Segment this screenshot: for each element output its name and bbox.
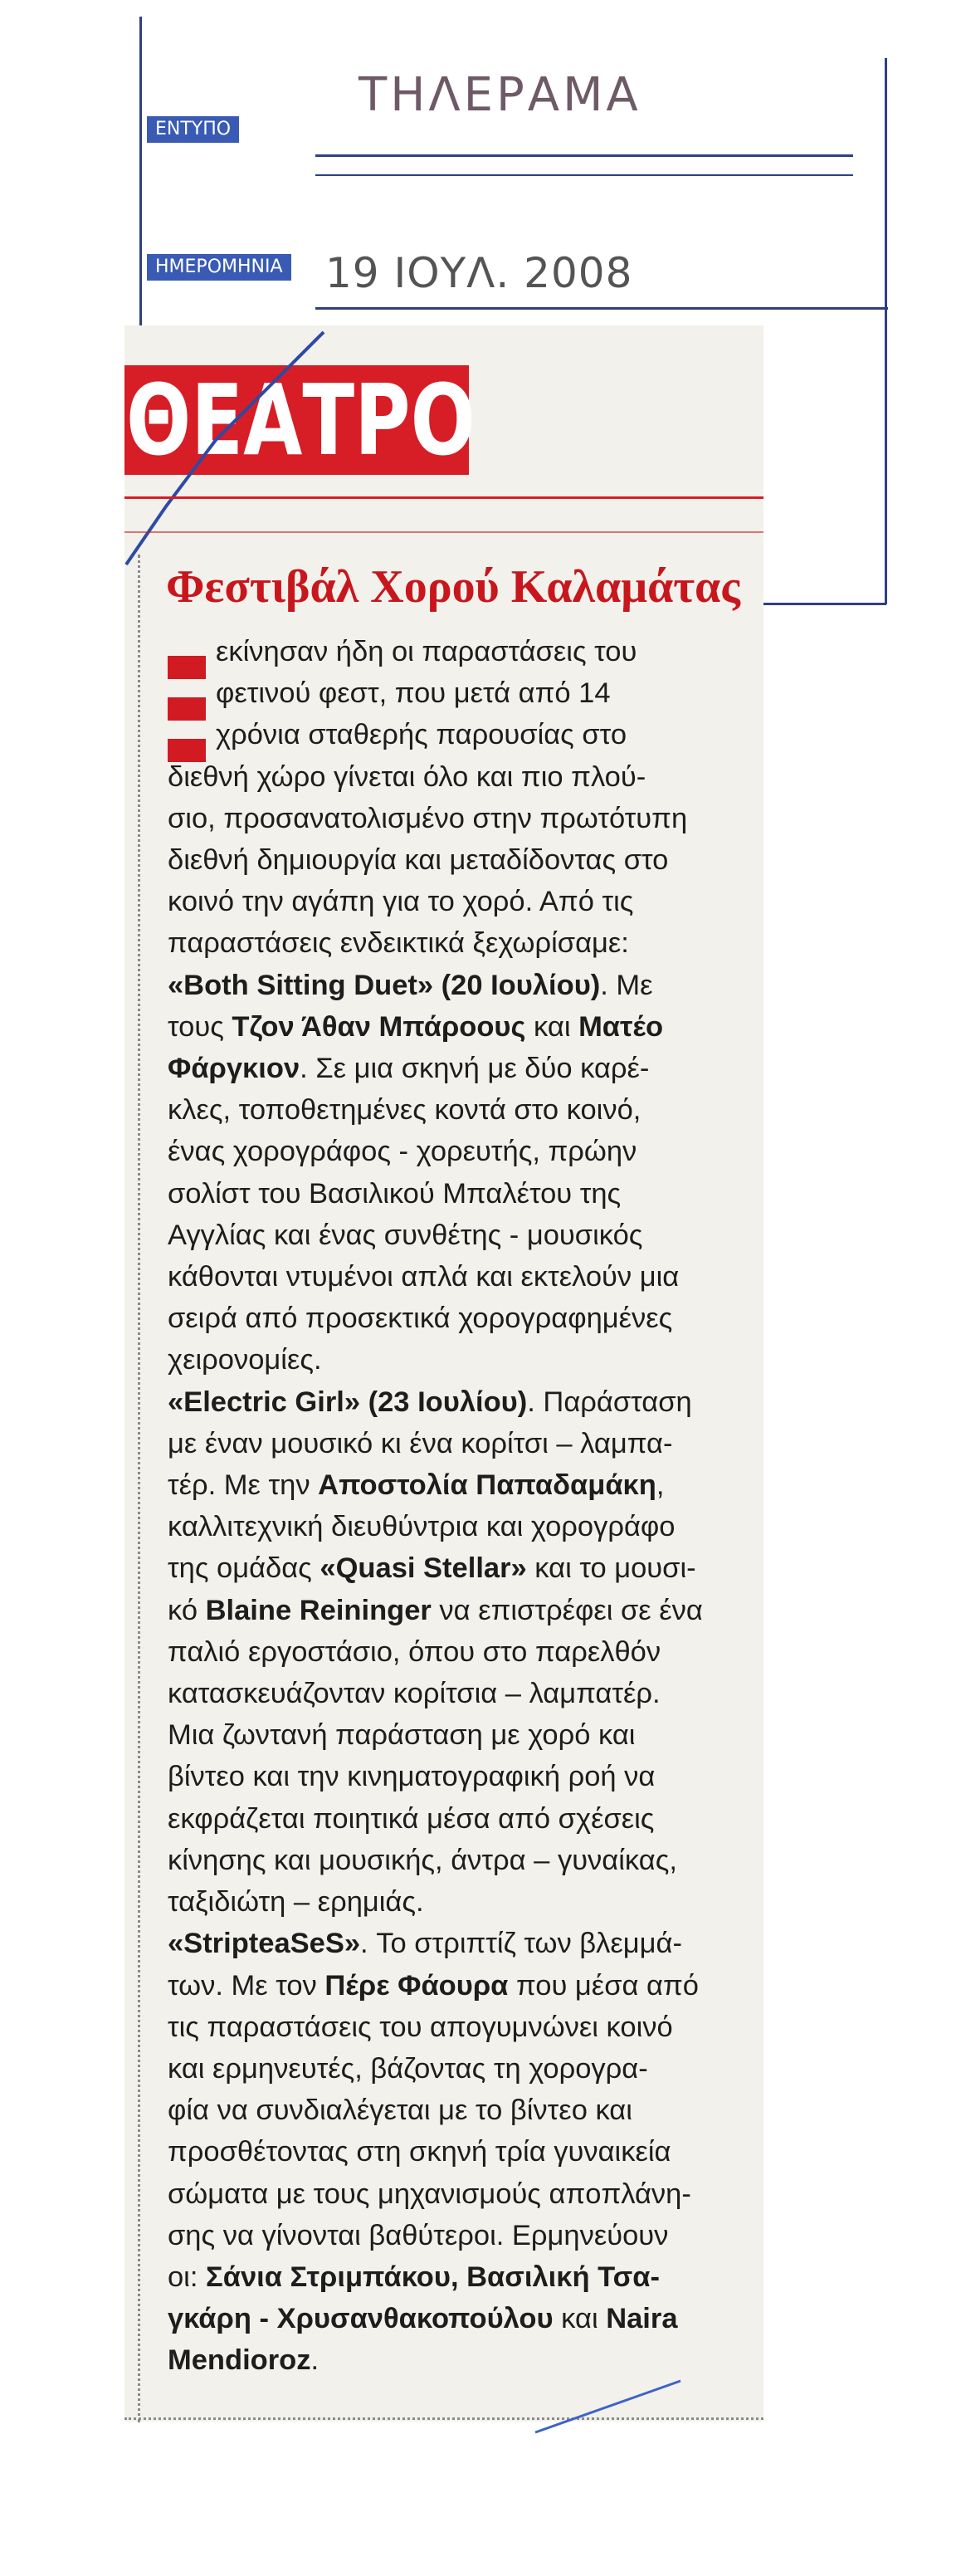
- article-line: «Electric Girl» (23 Ιουλίου). Παράσταση: [168, 1386, 692, 1418]
- article-line: «Both Sitting Duet» (20 Ιουλίου). Με: [168, 969, 653, 1001]
- article-line: σώματα με τους μηχανισμούς απoπλάνη-: [168, 2178, 691, 2210]
- article-line: καλλιτεχνική διευθύντρια και χορογράφο: [168, 1511, 676, 1543]
- date-underline: [315, 307, 888, 310]
- article-line: σης να γίνονται βαθύτεροι. Ερμηνεύουν: [168, 2219, 669, 2251]
- article-line: τους Τζον Άθαν Μπάροους και Ματέο: [168, 1010, 664, 1043]
- article-line: παλιό εργοστάσιο, όπου στο παρελθόν: [168, 1635, 661, 1668]
- stamp-frame-bottom: [763, 603, 886, 605]
- article-line: χρόνια σταθερής παρουσίας στο: [216, 719, 627, 751]
- article-line: με έναν μουσικό κι ένα κορίτσι – λαμπα-: [168, 1427, 673, 1459]
- article-line: διεθνή δημιουργία και μεταδίδοντας στο: [168, 844, 669, 877]
- article-line: κλες, τοποθετημένες κοντά στο κοινό,: [168, 1094, 641, 1127]
- article-line: τις παραστάσεις του απογυμνώνει κοινό: [168, 2011, 673, 2043]
- article-line: φία να συνδιαλέγεται με το βίντεο και: [168, 2095, 632, 2127]
- article-line: κατασκευάζονταν κορίτσια – λαμπατέρ.: [168, 1678, 661, 1710]
- pen-mark: [116, 315, 332, 581]
- article-line: σιο, προσανατολισμένο στην πρωτότυπη: [168, 802, 688, 834]
- article-line: σολίστ του Βασιλικού Μπαλέτου της: [168, 1177, 622, 1210]
- article-line: Mendioroz.: [168, 2344, 320, 2377]
- article-line: ταξιδιώτη – ερημιάς.: [168, 1886, 424, 1919]
- article-line: διεθνή χώρο γίνεται όλο και πιο πλού-: [168, 760, 646, 793]
- article-headline: Φεστιβάλ Χορού Καλαμάτας: [166, 561, 740, 613]
- article-body: [168, 631, 749, 2382]
- article-line: «StripteaSeS». Το στριπτίζ των βλεμμά-: [168, 1928, 682, 1960]
- article-line: παραστάσεις ενδεικτικά ξεχωρίσαμε:: [168, 927, 629, 960]
- date-value: 19 ΙΟΥΛ. 2008: [325, 249, 633, 297]
- section-rule-bottom: [124, 531, 763, 533]
- article-line: ένας χορογράφος - χορευτής, πρώην: [168, 1136, 637, 1168]
- article-line: εκίνησαν ήδη οι παραστάσεις του: [216, 636, 637, 667]
- article-line: κό Blaine Reininger να επιστρέφει σε ένα: [168, 1594, 703, 1626]
- article-line: των. Με τον Πέρε Φάουρα που μέσα από: [168, 1969, 699, 2002]
- publication-label: ΕΝΤΥΠΟ: [147, 116, 239, 143]
- publication-rule: [315, 174, 853, 176]
- article-line: σειρά από προσεκτικά χορογραφημένες: [168, 1303, 673, 1335]
- section-rule-top: [124, 496, 763, 499]
- article-line: εκφράζεται ποιητικά μέσα από σχέσεις: [168, 1802, 655, 1835]
- article-line: Μια ζωντανή παράσταση με χορό και: [168, 1719, 636, 1752]
- article-line: Φάργκιον. Σε μια σκηνή με δύο καρέ-: [168, 1053, 650, 1085]
- article-line: κοινό την αγάπη για το χορό. Από τις: [168, 886, 634, 918]
- article-line: προσθέτοντας στη σκηνή τρία γυναικεία: [168, 2136, 671, 2168]
- article-line: και ερμηνευτές, βάζοντας τη χορογρα-: [168, 2052, 648, 2085]
- article-line: της ομάδας «Quasi Stellar» και το μουσι-: [168, 1552, 696, 1585]
- publication-underline: [315, 154, 853, 157]
- publication-name: ΤΗΛΕΡΑΜΑ: [359, 68, 641, 122]
- pen-stroke-end: [531, 2374, 689, 2441]
- article-line: γκάρη - Χρυσανθακοπούλου και Naira: [168, 2303, 678, 2335]
- stamp-frame-right: [885, 58, 887, 604]
- date-label: ΗΜΕΡΟΜΗΝΙΑ: [147, 254, 291, 281]
- article-line: κίνησης και μουσικής, άντρα – γυναίκας,: [168, 1844, 677, 1876]
- article-line: τέρ. Με την Αποστολία Παπαδαμάκη,: [168, 1469, 665, 1502]
- column-dotted-border: [138, 555, 140, 2422]
- article-line: φετινού φεστ, που μετά από 14: [216, 677, 611, 710]
- section-title: ΘΕΑΤΡΟ: [126, 363, 476, 477]
- article-line: κάθονται ντυμένοι απλά και εκτελούν μια: [168, 1261, 680, 1293]
- article-line: οι: Σάνια Στριμπάκου, Βασιλική Τσα-: [168, 2261, 660, 2293]
- article-line: χειρονομίες.: [168, 1344, 322, 1376]
- article-line: βίντεο και την κινηματογραφική ροή να: [168, 1761, 656, 1793]
- article-line: Αγγλίας και ένας συνθέτης - μουσικός: [168, 1219, 643, 1251]
